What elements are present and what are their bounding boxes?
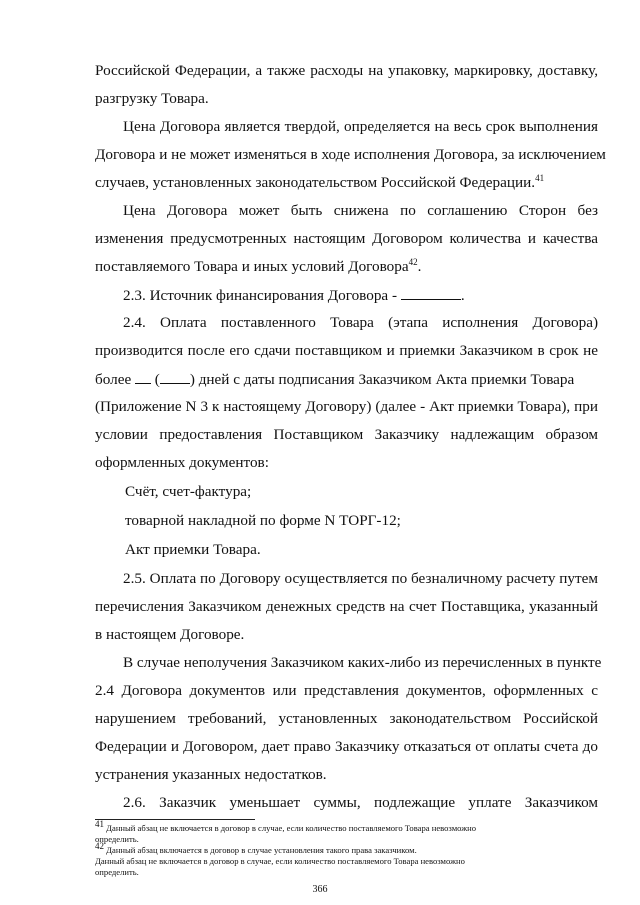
list-item: Счёт, счет-фактура;	[125, 483, 252, 500]
footnote: Данный абзац не включается в договор в случае, если количество поставляемого Товара невозможно	[95, 856, 465, 866]
text-line: 2.3. Источник финансирования Договора - .	[123, 287, 465, 304]
footnote: $^{42}$ Данный абзац включается в договор в случае установления такого права заказчиком.	[95, 841, 417, 855]
page-number: 366	[312, 884, 328, 895]
text-line: Цена Договора является твердой, определяется на весь срок выполнения	[123, 118, 598, 135]
text-line: 2.4 Договора документов или представления документов, оформленных с	[95, 682, 598, 699]
text-line: случаев, установленных законодательством Российской Федерации.$^{41}$	[95, 172, 545, 191]
footnote: определить.	[95, 834, 139, 844]
text-line: Российской Федерации, а также расходы на упаковку, маркировку, доставку,	[95, 62, 598, 79]
text-line: поставляемого Товара и иных условий Договора$^{42}$.	[95, 256, 422, 275]
text-line: (Приложение N 3 к настоящему Договору) (далее - Акт приемки Товара), при	[95, 398, 598, 415]
text-line: нарушением требований, установленных законодательством Российской	[95, 710, 598, 727]
text-line: перечисления Заказчиком денежных средств на счет Поставщика, указанный	[95, 598, 598, 615]
text-line: В случае неполучения Заказчиком каких-либо из перечисленных в пункте	[123, 654, 602, 671]
text-line: более ( ) дней с даты подписания Заказчиком Акта приемки Товара	[95, 371, 575, 388]
text-line: устранения указанных недостатков.	[95, 766, 327, 783]
text-line: производится после его сдачи поставщиком и приемки Заказчиком в срок не	[95, 342, 598, 359]
text-line: условии предоставления Поставщиком Заказчику надлежащим образом	[95, 426, 598, 443]
footnote: $^{41}$ Данный абзац не включается в договор в случае, если количество поставляемого Товара невозможно	[95, 819, 477, 833]
blank-field	[135, 369, 151, 384]
text-line: в настоящем Договоре.	[95, 626, 245, 643]
footnote-ref: 42	[408, 256, 418, 267]
text-line: разгрузку Товара.	[95, 90, 209, 107]
list-item: Акт приемки Товара.	[125, 541, 261, 558]
text-line: оформленных документов:	[95, 454, 269, 471]
text-line: 2.6. Заказчик уменьшает суммы, подлежащие уплате Заказчиком	[123, 794, 598, 811]
text-line: 2.5. Оплата по Договору осуществляется по безналичному расчету путем	[123, 570, 598, 587]
footnote: определить.	[95, 867, 139, 877]
blank-field	[160, 369, 190, 384]
footnote-divider	[95, 819, 255, 820]
list-item: товарной накладной по форме N ТОРГ-12;	[125, 512, 401, 529]
blank-field	[401, 285, 461, 300]
text-line: Договора и не может изменяться в ходе исполнения Договора, за исключением	[95, 146, 606, 163]
text-line: Цена Договора может быть снижена по соглашению Сторон без	[123, 202, 598, 219]
text-line: изменения предусмотренных настоящим Договором количества и качества	[95, 230, 598, 247]
footnote-ref: 41	[535, 172, 545, 183]
text-line: 2.4. Оплата поставленного Товара (этапа исполнения Договора)	[123, 314, 598, 331]
text-line: Федерации и Договором, дает право Заказчику отказаться от оплаты счета до	[95, 738, 598, 755]
